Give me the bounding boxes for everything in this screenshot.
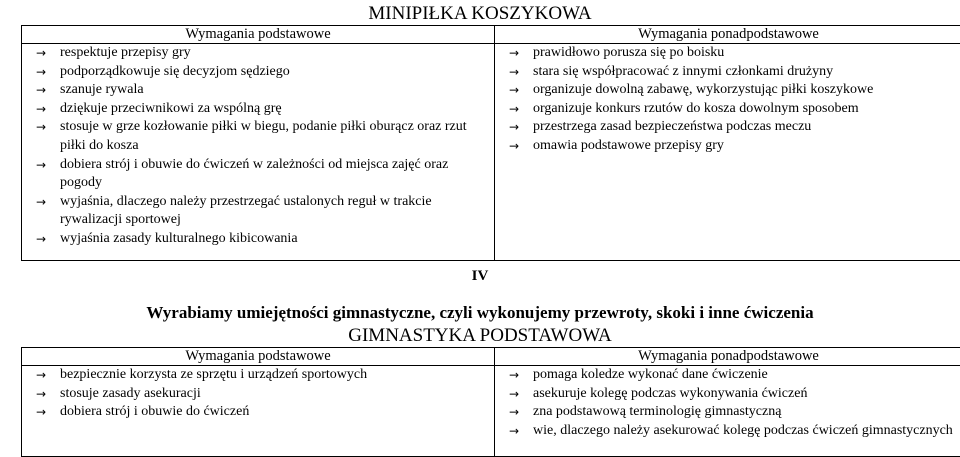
list-item-text: wyjaśnia zasady kulturalnego kibicowania (60, 230, 298, 246)
list-item (495, 63, 960, 82)
list-item-text: wie, dlaczego należy asekurować kolegę podczas ćwiczeń gimnastycznych (533, 422, 953, 438)
basic-requirements-header: Wymagania podstawowe (22, 348, 495, 366)
list-item-text: organizuje konkurs rzutów do kosza dowolnym sposobem (533, 100, 859, 116)
list-item (22, 403, 494, 422)
list-item (495, 403, 960, 422)
list-item (495, 118, 960, 137)
advanced-requirements-list (495, 44, 960, 156)
section-title-minipilka: MINIPIŁKA KOSZYKOWA (368, 3, 592, 24)
section-title-gimnastyka: GIMNASTYKA PODSTAWOWA (348, 325, 612, 346)
right-arrow-icon: → (509, 405, 520, 420)
right-arrow-icon: → (36, 120, 47, 135)
list-item-text: organizuje dowolną zabawę, wykorzystując piłki koszykowe (533, 82, 874, 98)
right-arrow-icon: → (509, 46, 520, 60)
right-arrow-icon: → (36, 101, 47, 116)
right-arrow-icon: → (36, 46, 47, 60)
right-arrow-icon: → (509, 83, 520, 98)
list-item (22, 230, 494, 249)
list-item (22, 44, 494, 63)
right-arrow-icon: → (36, 157, 47, 172)
list-item-text: szanuje rywala (60, 82, 144, 98)
right-arrow-icon: → (36, 194, 47, 209)
list-item (495, 100, 960, 119)
list-item (495, 81, 960, 100)
list-item-text: omawia podstawowe przepisy gry (533, 137, 724, 153)
list-item (22, 81, 494, 100)
list-item (495, 366, 960, 385)
section-number: IV (471, 268, 489, 284)
list-item-text: bezpiecznie korzysta ze sprzętu i urządzeń sportowych (60, 367, 368, 382)
list-item-text: pomaga koledze wykonać dane ćwiczenie (533, 367, 768, 382)
right-arrow-icon: → (36, 64, 47, 79)
basic-requirements-cell (22, 366, 495, 457)
right-arrow-icon: → (36, 83, 47, 98)
list-item-text: dobiera strój i obuwie do ćwiczeń w zależności od miejsca zajęć oraz pogody (60, 156, 449, 191)
right-arrow-icon: → (509, 423, 520, 438)
basic-requirements-list (22, 44, 494, 249)
list-item (495, 385, 960, 404)
list-item-text: stara się współpracować z innymi członkami drużyny (533, 63, 834, 79)
right-arrow-icon: → (36, 386, 47, 401)
list-item (495, 137, 960, 156)
advanced-requirements-cell (495, 44, 960, 261)
advanced-requirements-list (495, 366, 960, 440)
section-subtitle: Wyrabiamy umiejętności gimnastyczne, czyli wykonujemy przewroty, skoki i inne ćwiczenia (146, 303, 814, 322)
list-item (22, 63, 494, 82)
list-item-text: wyjaśnia, dlaczego należy przestrzegać ustalonych reguł w trakcie rywalizacji sportowej (60, 193, 432, 228)
right-arrow-icon: → (509, 368, 520, 382)
right-arrow-icon: → (36, 405, 47, 420)
list-item (495, 44, 960, 63)
basic-requirements-header: Wymagania podstawowe (22, 26, 495, 44)
right-arrow-icon: → (509, 386, 520, 401)
list-item-text: dobiera strój i obuwie do ćwiczeń (60, 404, 250, 420)
advanced-requirements-cell (495, 366, 960, 457)
list-item-text: asekuruje kolegę podczas wykonywania ćwiczeń (533, 385, 808, 401)
right-arrow-icon: → (36, 368, 47, 382)
list-item (22, 118, 494, 155)
basic-requirements-list (22, 366, 494, 422)
basic-requirements-cell (22, 44, 495, 261)
right-arrow-icon: → (509, 101, 520, 116)
list-item-text: prawidłowo porusza się po boisku (533, 45, 725, 60)
list-item-text: podporządkowuje się decyzjom sędziego (60, 63, 290, 79)
list-item (22, 385, 494, 404)
requirements-table-gimnastyka (21, 347, 960, 457)
list-item-text: stosuje w grze kozłowanie piłki w biegu, podanie piłki oburącz oraz rzut piłki do kosza (60, 119, 467, 153)
list-item (495, 422, 960, 441)
right-arrow-icon: → (36, 231, 47, 246)
list-item-text: stosuje zasady asekuracji (60, 385, 201, 401)
list-item-text: przestrzega zasad bezpieczeństwa podczas meczu (533, 119, 812, 135)
right-arrow-icon: → (509, 120, 520, 135)
advanced-requirements-header: Wymagania ponadpodstawowe (495, 26, 960, 44)
list-item-text: dziękuje przeciwnikowi za wspólną grę (60, 100, 282, 116)
requirements-table-minipilka (21, 25, 960, 261)
list-item-text: zna podstawową terminologię gimnastyczną (533, 404, 782, 420)
list-item-text: respektuje przepisy gry (60, 45, 191, 60)
list-item (22, 366, 494, 385)
advanced-requirements-header: Wymagania ponadpodstawowe (495, 348, 960, 366)
right-arrow-icon: → (509, 138, 520, 153)
list-item (22, 156, 494, 193)
list-item (22, 193, 494, 230)
list-item (22, 100, 494, 119)
right-arrow-icon: → (509, 64, 520, 79)
